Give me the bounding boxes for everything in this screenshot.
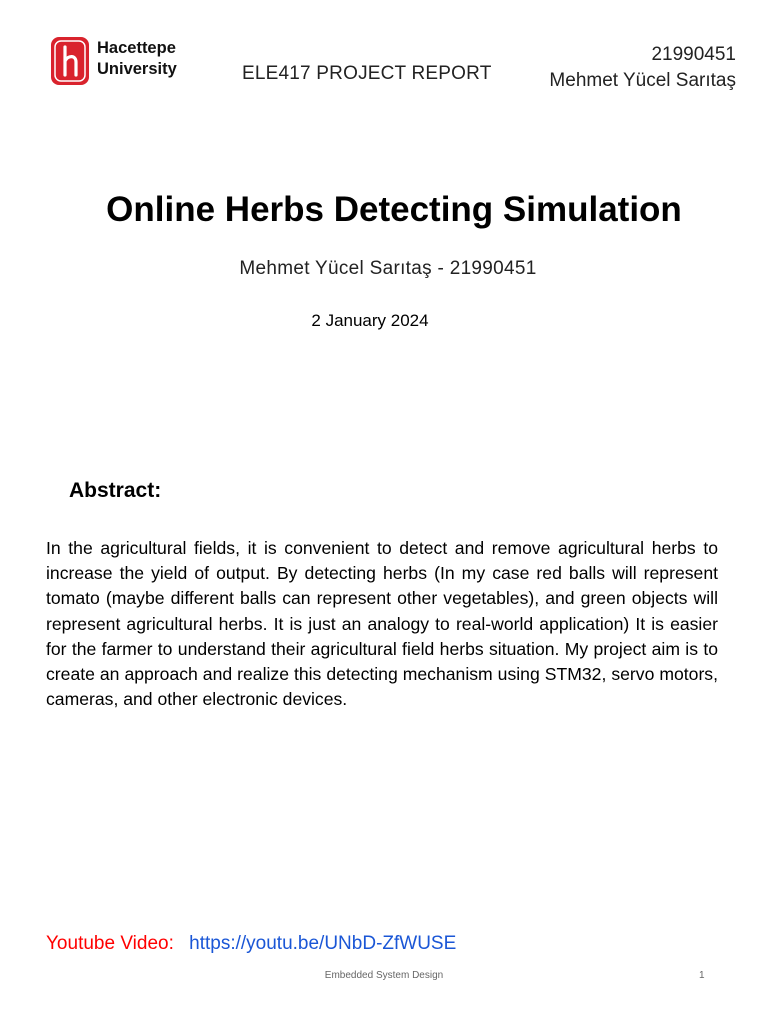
- document-author: Mehmet Yücel Sarıtaş - 21990451: [239, 258, 537, 279]
- document-title: Online Herbs Detecting Simulation: [106, 190, 682, 229]
- footer-page-number: 1: [699, 970, 705, 981]
- abstract-body: In the agricultural fields, it is convenient to detect and remove agricultural herbs to increase the yield of output. By detecting herbs (In my case red balls will represent tomato (maybe different balls can represent other vegetables), and green objects will represent agricultural herbs. It is just an analogy to real-world application) It is easier for the farmer to understand their agricultural field herbs situation. My project aim is to create an approach and realize this detecting mechanism using STM32, servo motors, cameras, and other electronic devices.: [46, 538, 718, 710]
- report-title: ELE417 PROJECT REPORT: [242, 63, 492, 84]
- youtube-video-line: [46, 933, 456, 955]
- university-name: [97, 38, 177, 80]
- footer-course-name: Embedded System Design: [324, 970, 444, 981]
- university-name-line1: Hacettepe: [97, 39, 176, 57]
- student-name: Mehmet Yücel Sarıtaş: [549, 70, 736, 91]
- header-student-info: [549, 42, 736, 94]
- youtube-label: Youtube Video:: [46, 933, 174, 954]
- document-date: 2 January 2024: [311, 311, 429, 330]
- abstract-heading: Abstract:: [69, 479, 162, 502]
- student-id: 21990451: [651, 44, 736, 65]
- youtube-link[interactable]: https://youtu.be/UNbD-ZfWUSE: [189, 933, 457, 954]
- university-name-line2: University: [97, 60, 177, 78]
- hacettepe-logo-icon: [50, 36, 90, 86]
